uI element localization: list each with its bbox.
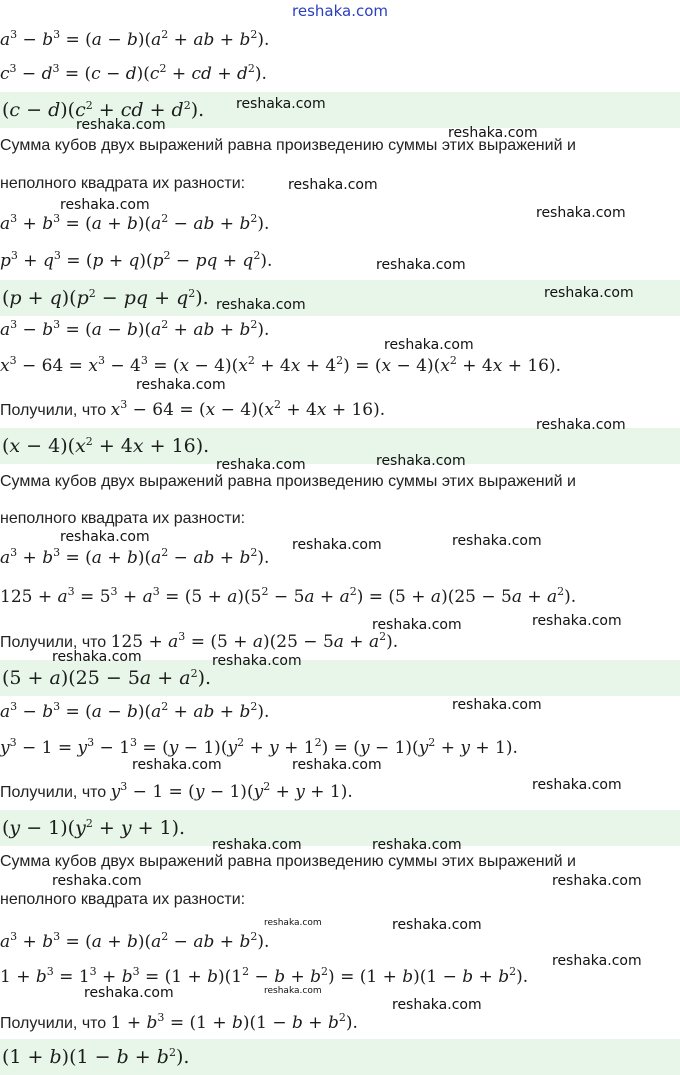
- formula-step: $y^3 - 1 = y^3 - 1^3 = (y - 1)(y^2 + y + 1^2) = (y - 1)(y^2 + y + 1)$.: [0, 736, 518, 758]
- got-label: Получили, что: [0, 1015, 107, 1032]
- answer-box: $(c - d)(c^2$ + cd + $d^2$).: [0, 92, 680, 128]
- watermark: reshaka.com: [212, 837, 302, 853]
- watermark: reshaka.com: [372, 617, 462, 633]
- watermark-small: reshaka.com: [264, 986, 322, 996]
- rule-text-line2: неполного квадрата их разности:: [0, 891, 246, 908]
- watermark: reshaka.com: [376, 453, 466, 469]
- watermark: reshaka.com: [288, 177, 378, 193]
- watermark: reshaka.com: [384, 337, 474, 353]
- watermark: reshaka.com: [392, 997, 482, 1013]
- formula-sum-of-cubes: $a^3 + b^3 = (a + b)(a^2$ − ab + $b^2$).: [0, 930, 270, 952]
- watermark: reshaka.com: [60, 197, 150, 213]
- watermark: reshaka.com: [372, 837, 462, 853]
- got-label: Получили, что: [0, 634, 107, 651]
- formula-step: $125 + a^3 = 5^3 + a^3 = (5 + a)(5^2 - 5a + a^2) = (5 + a)(25 - 5a + a^2)$.: [0, 585, 577, 607]
- formula-step: $x^3 - 64 = x^3 - 4^3 = (x - 4)(x^2 + 4x + 4^2) = (x - 4)(x^2 + 4x + 16)$.: [0, 354, 562, 376]
- watermark: reshaka.com: [60, 529, 150, 545]
- watermark: reshaka.com: [452, 533, 542, 549]
- watermark: reshaka.com: [292, 537, 382, 553]
- watermark: reshaka.com: [52, 873, 142, 889]
- result-line: Получили, что $y^3 - 1 = (y - 1)(y^2 + y + 1)$.: [0, 780, 353, 802]
- answer-box: $(1 + b)(1 - b + b^2)$.: [0, 1039, 680, 1075]
- watermark: reshaka.com: [216, 457, 306, 473]
- watermark: reshaka.com: [236, 96, 326, 112]
- watermark: reshaka.com: [536, 205, 626, 221]
- formula-difference-of-cubes: $a^3 - b^3 = (a - b)(a^2$ + ab + $b^2$).: [0, 700, 270, 722]
- rule-text-line1: Сумма кубов двух выражений равна произведению суммы этих выражений и: [0, 853, 576, 870]
- watermark: reshaka.com: [84, 985, 174, 1001]
- result-line: Получили, что $125 + a^3 = (5 + a)(25 - 5a + a^2)$.: [0, 630, 399, 652]
- watermark: reshaka.com: [292, 757, 382, 773]
- watermark: reshaka.com: [136, 377, 226, 393]
- watermark: reshaka.com: [392, 917, 482, 933]
- answer-box: $(p + q)(p^2$ − pq + $q^2$).: [0, 280, 680, 316]
- watermark: reshaka.com: [76, 117, 166, 133]
- rule-text-line2: неполного квадрата их разности:: [0, 175, 246, 192]
- watermark: reshaka.com: [532, 777, 622, 793]
- result-line: Получили, что $1 + b^3 = (1 + b)(1 - b + b^2)$.: [0, 1011, 358, 1033]
- rule-text-line1: Сумма кубов двух выражений равна произведению суммы этих выражений и: [0, 137, 576, 154]
- formula-step: $c^3 - d^3 = (c - d)(c^2$ + cd + $d^2$).: [0, 62, 267, 84]
- formula-sum-of-cubes: $a^3 + b^3 = (a + b)(a^2$ − ab + $b^2$).: [0, 546, 270, 568]
- watermark: reshaka.com: [552, 873, 642, 889]
- watermark: reshaka.com: [532, 613, 622, 629]
- watermark: reshaka.com: [544, 285, 634, 301]
- watermark: reshaka.com: [376, 257, 466, 273]
- watermark: reshaka.com: [52, 649, 142, 665]
- watermark: reshaka.com: [216, 297, 306, 313]
- formula-step: $p^3 + q^3 = (p + q)(p^2$ − pq + $q^2$).: [0, 249, 273, 271]
- answer-box: $(x - 4)(x^2 + 4x + 16)$.: [0, 428, 680, 464]
- watermark: reshaka.com: [132, 757, 222, 773]
- formula-step: $1 + b^3 = 1^3 + b^3 = (1 + b)(1^2 - b + b^2) = (1 + b)(1 - b + b^2)$.: [0, 965, 529, 987]
- rule-text-line1: Сумма кубов двух выражений равна произведению суммы этих выражений и: [0, 473, 576, 490]
- watermark: reshaka.com: [452, 697, 542, 713]
- got-label: Получили, что: [0, 402, 107, 419]
- got-label: Получили, что: [0, 784, 107, 801]
- result-line: Получили, что $x^3 - 64 = (x - 4)(x^2 + 4x + 16)$.: [0, 398, 386, 420]
- rule-text-line2: неполного квадрата их разности:: [0, 510, 246, 527]
- watermark: reshaka.com: [552, 953, 642, 969]
- formula-sum-of-cubes: $a^3 + b^3 = (a + b)(a^2$ − ab + $b^2$).: [0, 212, 270, 234]
- watermark: reshaka.com: [448, 125, 538, 141]
- watermark: reshaka.com: [212, 653, 302, 669]
- watermark: reshaka.com: [536, 417, 626, 433]
- answer-box: $(5 + a)(25 - 5a + a^2)$.: [0, 660, 680, 696]
- formula-difference-of-cubes: $a^3 - b^3 = (a - b)(a^2$ + ab + $b^2$).: [0, 318, 270, 340]
- watermark-top: reshaka.com: [292, 2, 388, 20]
- answer-box: $(y - 1)(y^2 + y + 1)$.: [0, 810, 680, 846]
- watermark-small: reshaka.com: [264, 918, 322, 928]
- formula-difference-of-cubes: $a^3 - b^3 = (a - b)(a^2$ + ab + $b^2$).: [0, 28, 270, 50]
